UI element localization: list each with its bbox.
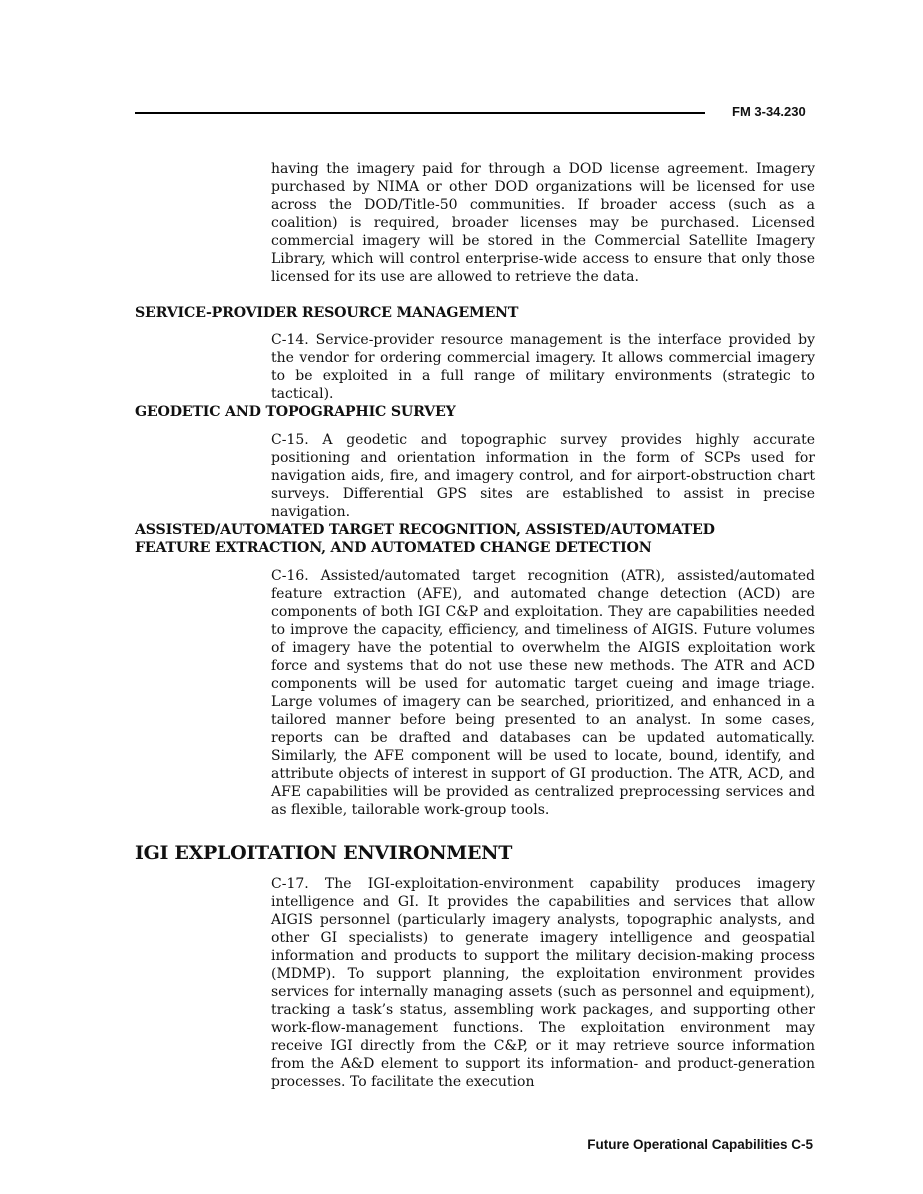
document-id: FM 3-34.230 <box>732 104 806 119</box>
paragraph-c15: C-15. A geodetic and topographic survey provides highly accurate positioning and orientation information in the form of SCPs used for navigation aids, fire, and imagery control, and for airport-obstruction chart surveys. Differential GPS sites are established to assist in precise navigation. <box>271 432 815 520</box>
heading-service-provider: SERVICE-PROVIDER RESOURCE MANAGEMENT <box>135 305 519 321</box>
paragraph-c17: C-17. The IGI-exploitation-environment capability produces imagery intelligence and GI. It provides the capabilities and services that allow AIGIS personnel (particularly imagery analysts, topographic analysts, and other GI specialists) to generate imagery intelligence and geospatial information and products to support the military decision-making process (MDMP). To support planning, the exploitation environment provides services for internally managing assets (such as personnel and equipment), tracking a task’s status, assembling work packages, and supporting other work-flow-management functions. The exploitation environment may receive IGI directly from the C&P, or it may retrieve source information from the A&D element to support its information- and product-generation processes. To facilitate the execution <box>271 876 815 1090</box>
paragraph-intro: having the imagery paid for through a DOD license agreement. Imagery purchased by NIMA or other DOD organizations will be licensed for use across the DOD/Title-50 communities. If broader access (such as a coalition) is required, broader licenses may be purchased. Licensed commercial imagery will be stored in the Commercial Satellite Imagery Library, which will control enterprise-wide access to ensure that only those licensed for its use are allowed to retrieve the data. <box>271 161 815 285</box>
heading-igi-exploitation: IGI EXPLOITATION ENVIRONMENT <box>135 842 513 864</box>
paragraph-c16: C-16. Assisted/automated target recognition (ATR), assisted/automated feature extraction (AFE), and automated change detection (ACD) are components of both IGI C&P and exploitation. They are capabilities needed to improve the capacity, efficiency, and timeliness of AIGIS. Future volumes of imagery have the potential to overwhelm the AIGIS exploitation work force and systems that do not use these new methods. The ATR and ACD components will be used for automatic target cueing and image triage. Large volumes of imagery can be searched, prioritized, and enhanced in a tailored manner before being presented to an analyst. In some cases, reports can be drafted and databases can be updated automatically. Similarly, the AFE component will be used to locate, bound, identify, and attribute objects of interest in support of GI production. The ATR, ACD, and AFE capabilities will be provided as centralized preprocessing services and as flexible, tailorable work-group tools. <box>271 568 815 818</box>
heading-assisted-line-1: ASSISTED/AUTOMATED TARGET RECOGNITION, ASSISTED/AUTOMATED <box>135 522 715 538</box>
page-footer: Future Operational Capabilities C-5 <box>587 1137 813 1152</box>
header-rule <box>135 112 705 114</box>
heading-geodetic: GEODETIC AND TOPOGRAPHIC SURVEY <box>135 404 456 420</box>
heading-assisted-line-2: FEATURE EXTRACTION, AND AUTOMATED CHANGE DETECTION <box>135 540 652 556</box>
heading-assisted-automated <box>135 521 715 557</box>
paragraph-c14: C-14. Service-provider resource management is the interface provided by the vendor for ordering commercial imagery. It allows commercial imagery to be exploited in a full range of military environments (strategic to tactical). <box>271 332 815 402</box>
